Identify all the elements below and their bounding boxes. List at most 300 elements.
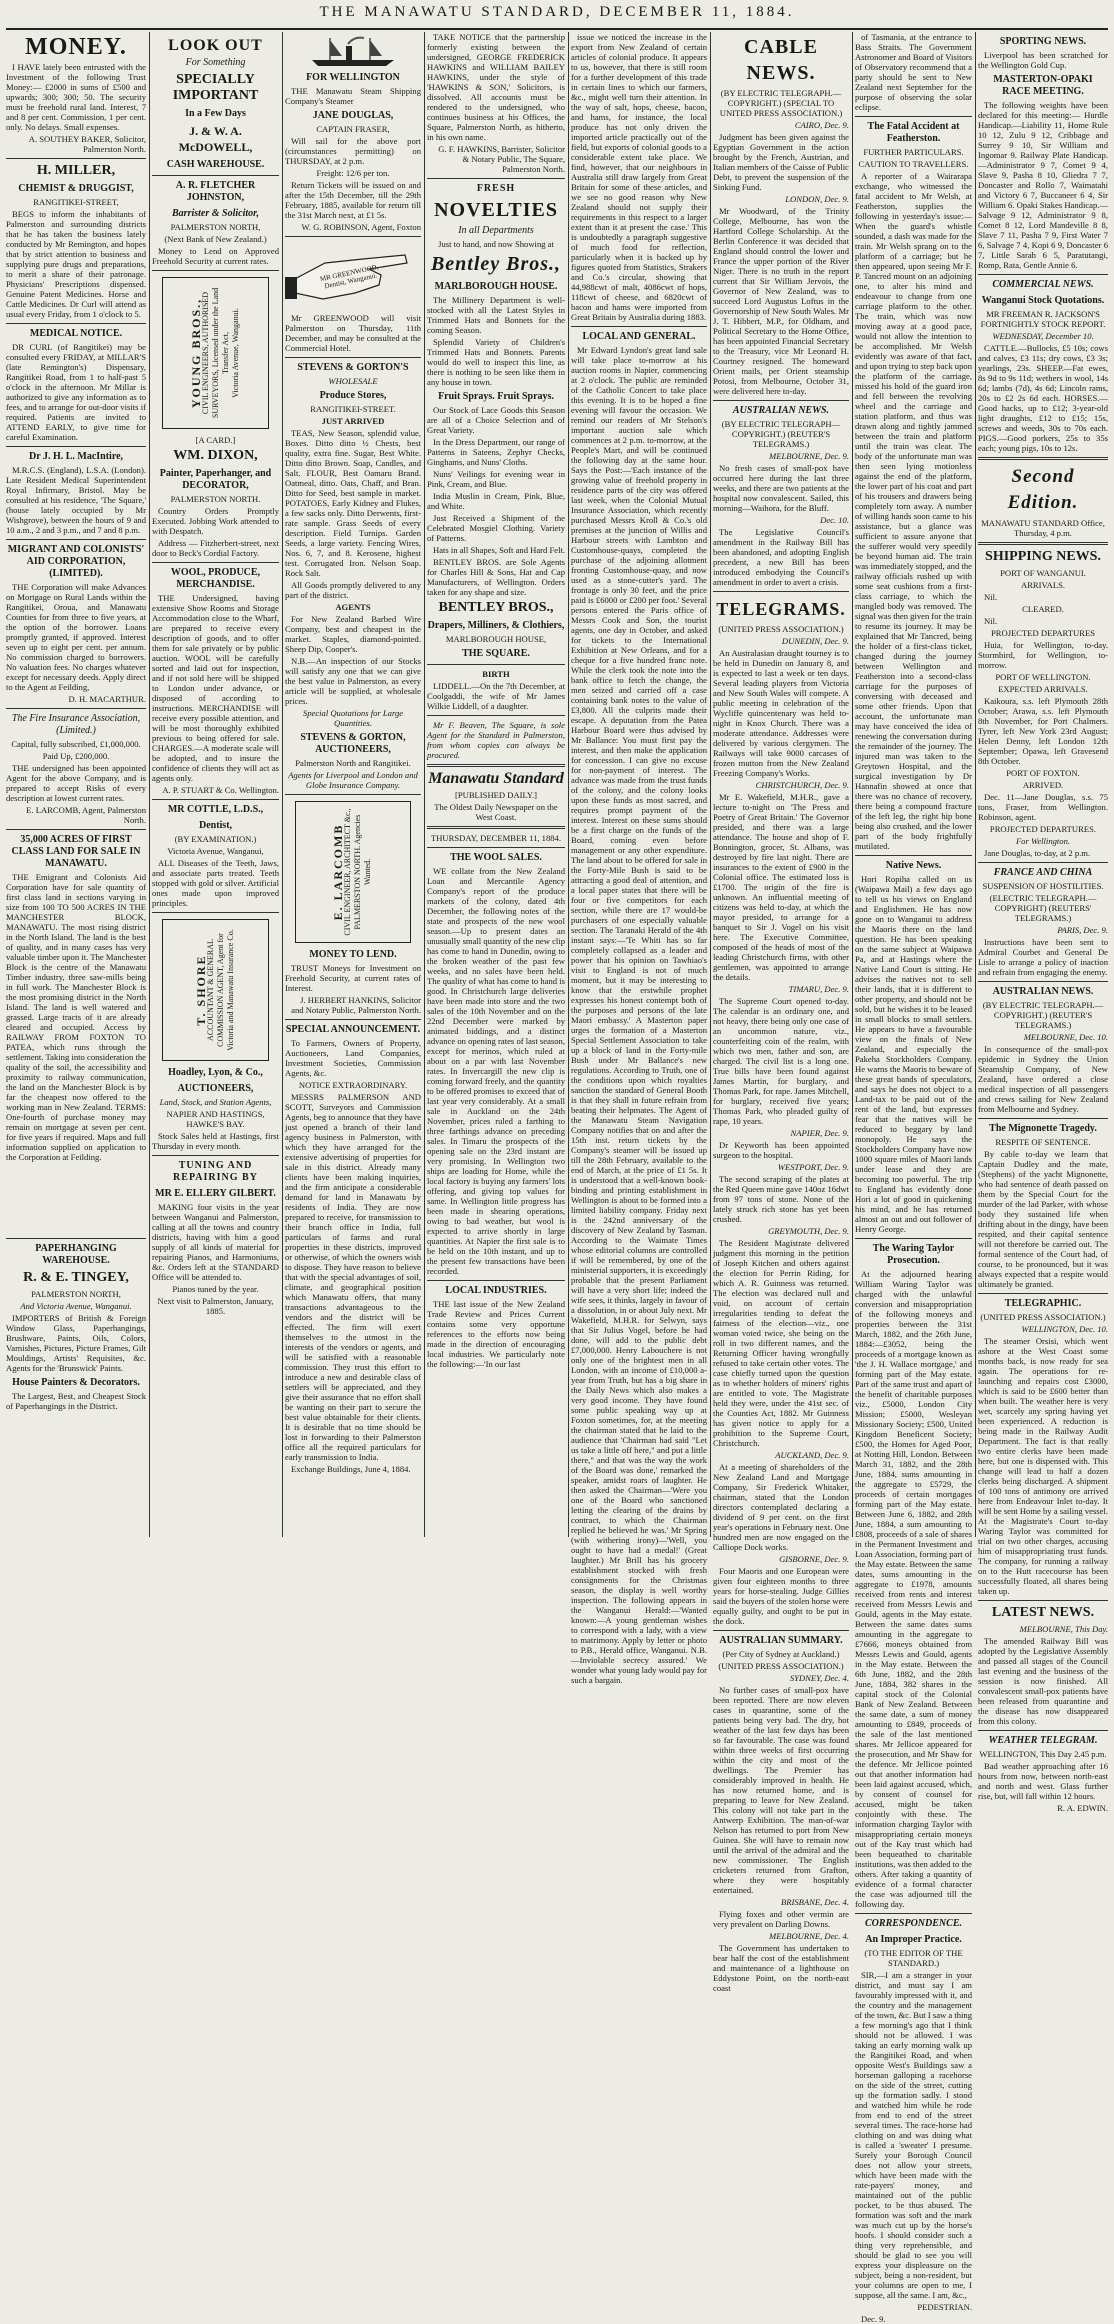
divider: [6, 1238, 146, 1239]
paris-body: Instructions have been sent to Admiral Courbet and General De Lisle to arrange a policy of inaction and refrain from engaging the enemy.: [978, 937, 1108, 977]
second-edition-heading: Second Edition.: [1007, 466, 1079, 513]
commercial-heading: COMMERCIAL NEWS.: [992, 279, 1094, 290]
hoadley-heading: Hoadley, Lyon, & Co.,: [168, 1067, 263, 1078]
wool-heading: WOOL, PRODUCE, MERCHANDISE.: [170, 567, 261, 590]
hoadley-body: Stock Sales held at Hastings, first Thursday in every month.: [152, 1131, 279, 1151]
latest-news-heading: LATEST NEWS.: [991, 1605, 1095, 1620]
robinson-signature: W. G. ROBINSON, Agent, Foxton: [301, 222, 421, 232]
young-place: Victoria Avenue, Wanganui.: [230, 308, 240, 398]
macintire-heading: Dr J. H. L. MacIntire,: [28, 451, 124, 462]
arrivals-nil: Nil.: [984, 592, 998, 602]
for-something: For Something: [185, 57, 246, 68]
cable-news-heading: CABLE NEWS.: [744, 36, 818, 84]
arrived-body: Dec. 11—Jane Douglas, s.s. 75 tons, Fraser, from Wellington. Robinson, agent.: [978, 792, 1108, 822]
few-days: In a Few Days: [185, 108, 246, 119]
miller-place: RANGITIKEI-STREET,: [33, 197, 119, 207]
letter-date: Dec. 9.: [861, 2314, 886, 2324]
timaru-body: The Supreme Court opened to-day. The calendar is an ordinary one, and not heavy, there being only one case of an uncommon nature, viz., counterfeiting coin of the realm, with which two men, father and son, are charged. The civil list is a long one. True bills have been found against James Martin, for burglary, and Thomas Park, for rape. James Mitchell, for burglary, received five years; Thomas Park, who pleaded guilty of rape, 10 years.: [713, 996, 849, 1126]
telegraphic-heading: TELEGRAPHIC.: [1004, 1298, 1082, 1309]
fresh-heading: FRESH: [476, 183, 516, 194]
tingey-foot: The Largest, Best, and Cheapest Stock of Paperhangings in the District.: [6, 1391, 146, 1411]
acres-body: THE Emigrant and Colonists Aid Corporation have for sale quantity of first class land in sections varying in size from 100 TO 500 ACRES IN THE MANCHESTER BLOCK, MANAWATU. The most rising district in the North Island. The land is the best of quality, and in many cases has very valuable timber upon it. The Manchester Block is the centre of the Manawatu Timber industry, three saw-mills being in full work. The Manchester Block is the most promising district in the North Island. The land is well watered and grassed. Large tracts of it are already cleared and occupied. Access by RAILWAY FROM FOXTON TO PATEA, which runs through the settlement. Taking into consideration the quality of the soil, the accessibility and proximity to railway communication, the land on the Manchester Block is by far the cheapest now offered to the working man in New Zealand. TERMS: One-fourth of purchase money may remain on mortgage at seven per cent. for five years if required. Maps and full information supplied on application to the Corporation at Feilding.: [6, 872, 146, 1162]
divider: [6, 708, 146, 709]
waring-body: At the adjourned hearing William Waring Taylor was charged with the unlawful conversion and misappropriation of the following moneys and properties between the 31st March, 1882, and the 26th June, 1884:—£3052, being the proceeds of a mortgage known as 'the J. H. Wallace mortgage,' and forming part of the May estate. Part of the same trust and apart of the benefit of charitable purposes viz., £5000, London City Mission; £5000, Wesleyan Missionary Society; £500, United Kingdom Beneficent Society; £500, the Homes for Aged Poor, at Notting Hill, London. Between March 31, 1882, and the 28th June, 1884, sums amounting in the aggregate to £5729, the proceeds of certain mortgages forming part of the May estate. Between June 6, 1882, and 28th June, 1884, a sum amounting to £808, proceeds of a sale of shares in the Permanent Investment and Loan Association, forming part of the May estate. Between the same dates, sums amounting in the aggregate to £1978, amounts received from rents and interest received from Messrs Lewis and Gould, agents in the May estate. Between the same dates sums amounting in the aggregate to £7666, moneys obtained from Messrs Lewis and Gould, agents in the May estate. Between the 6th June, 1882, and the 28th June, 1884, 382 shares in the capital stock of the Colonial Bank of New Zealand. Between the same date, a sum of money amounting to £849, proceeds of the sale of the last mentioned shares. Mr Jellicoe appeared for the prosecution, and Mr Shaw for the defence. Mr Jellicoe pointed out that another information had been laid against accused, which, by consent of counsel for accused, might be taken conjointly with these. The information charging Taylor with misappropriating certain moneys out of the Kay trust which had been bequeathed to charitable institutions, was then added to the others. After taking a quantity of evidence of a formal character the case was adjourned till the following day.: [855, 1269, 972, 1909]
column-rule: [424, 32, 425, 1537]
hawkins-notice: TAKE NOTICE that the partnership formerly existing between the undersigned, GEORGE FREDERICK HAWKINS and WILLIAM BAILEY HAWKINS, under the style of 'HAWKINS & SON,' Solicitors, is dissolved. All accounts must be rendered to the undersigned, who continues business at his Offices, the Square, Palmerston North, as hitherto, in his own name.: [427, 32, 565, 142]
divider: [427, 715, 565, 716]
divider: [978, 1600, 1108, 1601]
local-general-body: Mr Edward Lyndon's great land sale will take place to-morrow at his auction rooms in Napier, commencing at 2 o'clock. The public are reminded of the Catholic Concert to take place this evening. It is to be hoped a fine evening will favour the occasion. We remind our readers of Mr Stelson's important auction sale which commences at 2 p.m. to-morrow, at the People's Mart, and will be continued the following day at the same hour. Says the Post:—'Each instance of the growing value of freehold property in residence parts of the city was offered last week, when the Colonial Mutual Insurance Association, which recently purchased Messrs Kroll & Co.'s old premises at the junction of Willis and Harbour streets with Lambton and Customhouse-quays, completed the purchase of the adjoining allotment fronting Customhouse-quay, and now used as a stone-cutter's yard. The frontage is only 30 feet, and the price paid is £6000 or £200 per foot.' Several persons entered the Paris office of Messrs Cook and Son, the tourist agents, one day in October, and asked for tickets to the International Exhibition at New Orleans, and for a cheque for a five hundred franc note. While the clerk took the note into the bank office to fetch the change, the men seized and carried off a case containing bank notes to the value of £3,800. All the culprits made their escape. A deputation from the Patea Harbour Board were thus advised by Mr Ballance: You must first pay the interest, and then make the application for concession. I can give no excuse for non-payment of interest. The advance was made from the trust funds of the colony, and the colony looks upon these funds as most sacred, and requires prompt payment of the interest. Interest on these sums should be a first charge on the funds of the Board, coming even before management or any other expenditure. The land about to be offered for sale in the Forty-Mile Bush is said to be attracting a good deal of attention, and a local paper states that there will be four or five competitors for each section, while there are 17 would-be purchasers of one especially valuable section. The Taranaki Herald of the 4th instant says:—'Te Whiti has so far completely collapsed as a leader and power that his opinion on Tawhiao's visit to England is not of much moment, but it may be interesting to know that the erstwhile prophet expresses his honest contempt both of the purposes and persons of the late Maori embassy.' A Masterton paper urges the formation of a Masterton Special Settlement Association to take up a block of land in the Forty-mile Bush under Mr Ballance's new regulations. According to Truth, one of the conditions upon which royalties sanction the standard of General Booth is that they shall in future refrain from beating their helpmates. The Agent of the Manawatu Steam Navigation Company notifies that on and after the 15th inst. return tickets by the Company's steamer will be issued up till the 28th February, available to the end of March, at the price of £1 5s. It is understood that a well-known book-binding and printing establishment in Wellington is about to be formed into a limited liability company. Friday next is the 242nd anniversary of the discovery of New Zealand by Tasman. According to the Waimate Times whose editorial columns are controlled if will be remembered, by one of the ministerial supporters, it is exceedingly probable that the present Parliament will have a very short life; indeed the wife sees, it thinks, largely in favour of a dissolution, in or about July next. Mr Wakefield, M.H.R. for Selwyn, says that Sir Julius Vogel, before he had done, will add to the public debt £7,000,000. Henry Labouchere is not only one of the brightest men in all London, with an income of £10,000 a-year from Truth, but has a big share in the Daily News which also makes a very good income. They have found some public speaking way up at Foxton sometimes, for, at the meeting the chairman stated that he laid to the audience that 'Chairman had said "Let us take a little off here," and put a little there," and that was the way the work of the Board was done,' remarked the speaker, amidst roars of laughter. He then asked the Chairman—'Were you one of the Board who sanctioned letting the clearing of the drains by contract, to which the Chairman replied he believed he was.' Mr Spring (with withering irony)—'Well, you ought to have had a medal!' (Great laughter.) Mr Brill has his grocery establishment stocked with fresh consignments for the Christmas season, the display is well worthy inspection. The following appears in the Wanganui Herald:—'Wanted known:—A young gentleman wishes to correspond with a lady, with a view to matrimony. Apply by letter or photo to P.B., Herald office, Wanganui. N.B.—Inviolable secrecy assured.' We wonder what young lady would pay for such a bargain.: [571, 345, 707, 1685]
extraordinary-address: Exchange Buildings, June 4, 1884.: [291, 1464, 411, 1474]
auckland-body: At a meeting of shareholders of the New Zealand Land and Mortgage Company, Sir Frederick Whitaker, chairman, stated that the London directors contemplated declaring a dividend of 9 per cent. on the first year's operations in February next. One hundred men are now engaged on the Calliope Dock works.: [713, 1462, 849, 1552]
divider: [427, 826, 565, 829]
divider: [978, 1118, 1108, 1119]
latest-melbourne: MELBOURNE, This Day.: [1019, 1624, 1108, 1634]
divider: [152, 175, 279, 176]
larcomb-title: E. LARCOMB: [331, 823, 345, 921]
larcomb-card: [295, 801, 411, 943]
wellington-dateline: WELLINGTON, Dec. 10.: [1021, 1324, 1108, 1334]
summary-sub2: (UNITED PRESS ASSOCIATION.): [718, 1661, 844, 1671]
quotations: Special Quotations for Large Quantities.: [302, 708, 404, 728]
waring-heading: The Waring Taylor Prosecution.: [872, 1243, 955, 1266]
shore-title: T. SHORE: [193, 954, 208, 1026]
steamer-body: THE Manawatu Steam Shipping Company's Steamer: [285, 86, 421, 106]
telegrams-heading: TELEGRAMS.: [716, 599, 846, 619]
westport-dateline: WESTPORT, Dec. 9.: [777, 1162, 849, 1172]
fatal-accident-heading: The Fatal Accident at Featherston.: [867, 121, 960, 144]
hats-body: Hats in all Shapes, Soft and Hard Felt.: [433, 545, 565, 555]
announcement-body: To Farmers, Owners of Property, Auctioneers, Land Companies, Investment Societies, Commission Agents, &c.: [285, 1038, 421, 1078]
divider: [978, 274, 1108, 275]
tingey-body: IMPORTERS of British & Foreign Window Glass, Paperhangings, Brushware, Paints, Oils, Colors, Varnishes, Pictures, Picture Frames, Gilt Mouldings, Artists' Requisites, &c. Agents for the 'Brunswick' Paints.: [6, 1313, 146, 1373]
divider: [427, 1280, 565, 1281]
correspondence-body: SIR,—I am a stranger in your district, and must say I am favourably impressed with it, and the country and the management of the town, &c. But I saw a thing a few morning's ago that I think should not be allowed. I was taking an early morning walk up the Rangitikei Road, and when opposite West's Buildings saw a horseman galloping a racehorse on the side of the street, cutting up the formation sadly. I stood and watched him while he rode from end to end of the street several times. The race-horse had clothing on and was doing what is called a 'sweater' I presume. Surely your Borough Council does not allow your streets, which have been made with the rate-payers' money, and maintained out of the public pocket, to be thus abused. The formation was soft and the mark was much cut up by the horse's hoofs. I should consider such a thing very reprehensible, and should be glad to see you will express your displeasure on the subject, being a non-resident, but your columns are open to me, I suppose, all the same. I am, &c.,: [855, 1970, 972, 2300]
divider: [855, 1238, 972, 1239]
dentist-sign: MR GREENWOOD, Dentist, Wanganui.: [319, 262, 380, 291]
pedestrian-signature: PEDESTRIAN.: [917, 2302, 972, 2312]
medical-heading: MEDICAL NOTICE.: [29, 328, 123, 339]
respite: RESPITE OF SENTENCE.: [995, 1137, 1091, 1147]
departments: In all Departments: [458, 225, 534, 236]
divider: [978, 1730, 1108, 1731]
improper-practice-heading: An Improper Practice.: [865, 1934, 962, 1945]
telegraphic-sub: (UNITED PRESS ASSOCIATION.): [980, 1312, 1106, 1322]
jackson-report: MR FREEMAN R. JACKSON'S FORTNIGHTLY STOCK REPORT.: [980, 309, 1106, 329]
tingey-sub: And Victoria Avenue, Wanganui.: [20, 1301, 132, 1311]
young-title: YOUNG BROS.,: [188, 297, 203, 409]
hawkins-signature: G. F. HAWKINS, Barrister, Solicitor & Notary Public, The Square, Palmerston North.: [438, 144, 565, 174]
column-7: [855, 32, 972, 2324]
hankins-signature: J. HERBERT HANKINS, Solicitor and Notary Public, Palmerston North.: [291, 995, 421, 1015]
latest-body: The amended Railway Bill was adopted by the Legislative Assembly and passed all stages of the Council last evening and the business of the session is now finished. All convalescent small-pox patients have been released from quarantine and the disease has now disappeared from this colony.: [978, 1636, 1108, 1726]
divider: [285, 357, 421, 358]
sydney-body: No further cases of small-pox have been reported. There are now eleven cases in quarantine, some of the patients being very bad. The dry, hot weather of the last few days has been so far favourable. The case was found within three weeks of first occurring within the city and most of the dwellings. The Premier has considerably improved in health. He has now returned home, and is preparing to leave for New Zealand. This colony will not take part in the Antwerp Exhibition. The man-of-war Nelson has returned to port from New Guinea. She will have to remain now until the arrival of the admiral and the new commissioner. The English cricketers returned from Grafton, where they were hospitably entertained.: [713, 1685, 849, 1895]
port-foxton: PORT OF FOXTON.: [1006, 768, 1080, 778]
miller-heading: H. MILLER,: [36, 163, 116, 178]
stevens-signature: STEVENS & GORTON, AUCTIONEERS,: [300, 732, 406, 755]
tingey-prehead: PAPERHANGING WAREHOUSE.: [35, 1243, 117, 1266]
miller-body: BEGS to inform the inhabitants of Palmerston and surrounding districts that he has taken the business lately conducted by Mr Remington, and hopes that by strict attention to business and supplying pure drugs and preparations, to merit a share of their patronage. Physicians' Prescriptions dispensed. Genuine Patent Medicines. Horse and Cattle Medicines. Dr Curl will attend as usual every Friday, from 1 o'clock to 5.: [6, 209, 146, 319]
greenwood-body: Mr GREENWOOD will visit Palmerston on Thursday, 11th December, and may be consulted at the Commercial Hotel.: [285, 313, 421, 353]
projected-body: Huia, for Wellington, to-day. Stormbird, for Wellington, to-morrow.: [978, 640, 1108, 670]
column-6: [713, 32, 849, 1993]
divider: [978, 862, 1108, 863]
agents-body: For New Zealand Barbed Wire Company, best and cheapest in the market. Staples, diamond-pointed. Sheep Dip, Cooper's.: [285, 614, 421, 654]
clothing-body: Just Received a Shipment of the Celebrated Mosgiel Clothing. Variety of Patterns.: [427, 513, 565, 543]
divider: [152, 562, 279, 563]
australian2-heading: AUSTRALIAN NEWS.: [992, 986, 1094, 997]
divider: [152, 270, 279, 271]
divider: [6, 829, 146, 830]
just-arrived: JUST ARRIVED: [321, 416, 385, 426]
column-1: [6, 32, 146, 1537]
divider: [152, 1155, 279, 1156]
divider: [978, 981, 1108, 982]
masthead-title: THE MANAWATU STANDARD, DECEMBER 11, 1884.: [319, 4, 795, 20]
divider: [285, 236, 421, 237]
sporting-body: Liverpool has been scratched for the Wellington Gold Cup.: [978, 50, 1108, 70]
cleared-label: CLEARED.: [1022, 604, 1064, 614]
divider: [571, 326, 707, 327]
johnston-sub: Barrister & Solicitor,: [172, 208, 259, 219]
columns: [6, 32, 1108, 2324]
wool-sales-heading: THE WOOL SALES.: [450, 852, 542, 863]
masthead-rule: [6, 28, 1108, 30]
fatal-body: A reporter of a Wairarapa exchange, who witnessed the fatal accident to Mr Welsh, at Featherston, supplies the following in yesterday's issue:—When the guard's whistle sounded, a dash was made for the train. Mr Welsh sprang on to the platform of a carriage; but he then appeared, upon seeing Mr F. P. Tancred mount on an adjoining one, to alter his mind and endeavour to change from one carriage platform to the other. The train, which was now moving away at a good pace, would not allow the intention to be accomplished. Mr Welsh evidently was aware of that fact, and upon trying to step back upon the platform of the carriage, missed his hold of the guard iron and fell between the revolving wheel and the carriage and station platform, and thus was drawn along and tightly jammed between the train and platform until the train was clear. The body of the unfortunate man was then seen lying motionless against the end of the platform, the lower part of his coat and part of his trousers and drawers being completely torn away. A number of willing hands soon came to his assistance, but a glance was sufficient to assure anyone that the sufferer would very speedily be beyond human aid. The train was immediately stopped, and the railway officials rushed up with some seat cushions from a first-class carriage, to which the mangled body was removed. The signal was then given for the train to resume its journey. It may be explained that Mr Tancred, being the holder of a first-class ticket, changed during the journey between Wellington and Featherston into a second-class carriage for the purposes of conversing with deceased and some other friends. Upon that account, the unfortunate man may have conceived the idea of renewing the conversation during the remainder of the journey. The injured man was taken to the Greytown Hospital, and the surgical investigation by Dr Hannafin showed at once that there was no chance of recovery, there being a compound fracture of the left leg, the right hip bone being also crushed, and the lower part of the body frightfully mutilated.: [855, 171, 972, 851]
stevens-sig-place: Palmerston North and Rangitikei.: [295, 758, 411, 768]
caution: CAUTION TO TRAVELLERS.: [858, 159, 969, 169]
christchurch-dateline: CHRISTCHURCH, Dec. 9.: [755, 780, 849, 790]
muslin-body: India Muslin in Cream, Pink, Blue, and White.: [427, 491, 565, 511]
paper-title: Manawatu Standard: [428, 770, 564, 787]
cash-warehouse: CASH WAREHOUSE.: [166, 159, 265, 170]
divider: [855, 116, 972, 117]
johnston-body: Money to Lend on Approved Freehold Security at current rates.: [152, 246, 279, 266]
summary-heading: AUSTRALIAN SUMMARY.: [719, 1635, 843, 1646]
dunedin-dateline: DUNEDIN, Dec. 9.: [781, 636, 849, 646]
port-wanganui: PORT OF WANGANUI.: [1000, 568, 1086, 578]
westport-body: The second scraping of the plates at the Red Queen mine gave 140oz 16dwt from 97 tons of stone. None of the lately struck rich stone has yet been crushed.: [713, 1174, 849, 1224]
column-5: [571, 32, 707, 1685]
divider: [427, 664, 565, 665]
divider: [427, 764, 565, 767]
opaki-heading: MASTERTON-OPAKI RACE MEETING.: [993, 74, 1093, 97]
cottle-exam: (BY EXAMINATION.): [174, 834, 257, 844]
divider: [713, 1630, 849, 1631]
dixon-address: Address — Fitzherbert-street, next door to Beck's Cordial Factory.: [152, 538, 279, 558]
paris-dateline: PARIS, Dec. 9.: [1057, 925, 1108, 935]
weather-when: WELLINGTON, This Day 2.45 p.m.: [979, 1749, 1107, 1759]
greymouth-body: The Resident Magistrate delivered judgment this morning in the petition of Joseph Kitchen and others against the election for Perrin Riding, for which A. R. Guinness was returned. The election was declared null and void, on account of certain irregularities tending to defeat the fairness of the election—viz., one woman voted twice, she being on the roll in two different names, and the Returning Officer having wrongfully refused to take certain other votes. The case chiefly turned upon the question as to whether holders of miners' rights are entitled to vote. The Magistrate held they were, under the 41st sec. of the Counties Act, 1882. Mr Guinness has given notice to apply for a prohibition to the Supreme Court, Christchurch.: [713, 1238, 849, 1448]
jane-douglas: Jane Douglas, to-day, at 2 p.m.: [984, 848, 1091, 858]
column-4: [427, 32, 565, 1537]
cairo-body: Judgment has been given against the Egyptian Government in the action brought by the French, Austrian, and Italian members of the Caisse of Public Debt, to prevent the suspension of the Sinking Fund.: [713, 132, 849, 192]
pointing-hand-graphic: [285, 241, 421, 311]
expected-body: Kaikoura, s.s. left Plymouth 28th October; Arawa, s.s. left Plymouth 8th November, for Port Chalmers. Tyrer, left New York 23rd August; Helen Denny, left London 12th September; Opawa, left Gravesend 8th October.: [978, 696, 1108, 766]
brisbane-dateline: BRISBANE, Dec. 4.: [780, 1897, 849, 1907]
young-sub: CIVIL ENGINEERS, AUTHORISED SURVEYORS, Licensed under the Land Transfer Act,: [200, 287, 230, 419]
wool-sales-body: WE collate from the New Zealand Loan and Mercantile Agency Company's report of the produce markets of the colony, dated 4th December, the following notes of the state and prospects of the new wool season.—Up to present dates an unusually small quantity of the new clip has come to hand in Dunedin, owing to the broken weather of the past few weeks, and no sales have been held. The quality of what has come to hand is good. In Christchurch large deliveries have been made into store and the two sales of the 10th November and on the 22nd December were marked by animated biddings, and a distinct advance on opening rates of last season, except for merinos, which ruled at about on a par with last November rates. In Invercargill the new clip is coming forward freely, and the quantity to be offered promises to exceed that of last year very considerably. At a small sale in Auckland on the 24th November, prices ruled a farthing to three farthings advance on preceding sales. In Timaru the prospects of the opening sale on the 23rd instant are very promising. In Wellington two ships are loading for Home, while the local factory is buying any farmers' lots offering, and giving top values for same. In Wellington little progress has been made in shearing operations, owing to bad weather, but wool is expected to arrive shortly in large quantities. At Napier the first sale is to be held on the 10th instant, and up to the present few transactions have been recorded.: [427, 866, 565, 1276]
shore-sub: ACCOUNTANT & GENERAL COMMISSION AGENT, Agent for Victoria and Manawatu Insurance Co.: [205, 929, 235, 1051]
sporting-heading: SPORTING NEWS.: [999, 36, 1087, 47]
column-3: [285, 32, 421, 1537]
office-line: MANAWATU STANDARD Office, Thursday, 4 p.m.: [981, 518, 1105, 538]
france-china-heading: FRANCE AND CHINA: [993, 867, 1093, 878]
fire-heading: The Fire Insurance Association, (Limited.): [11, 713, 141, 736]
extraordinary-heading: NOTICE EXTRAORDINARY.: [298, 1080, 408, 1090]
column-rule: [149, 32, 150, 1537]
received-line: Just to hand, and now Showing at: [438, 239, 554, 249]
bentley-heading: Bentley Bros.,: [430, 253, 562, 275]
larcomb-sub: CIVIL ENGINEER, ARCHITECT &c., PALMERSTON NORTH. Agencies Wanted.: [343, 808, 372, 936]
millinery-body: The Millinery Department is well-stocked with all the Latest Styles in Trimmed Hats and Bonnets for the coming Season.: [427, 295, 565, 335]
dixon-heading: WM. DIXON,: [173, 448, 258, 463]
melbourne3-body: In consequence of the small-pox epidemic in Sydney the Union Steamship Company, of New Zealand, have ordered a close medical inspection of all passengers and crews sailing for New Zealand from Melbourne and Sydney.: [978, 1044, 1108, 1114]
port-wellington: PORT OF WELLINGTON.: [995, 672, 1091, 682]
fire-paid: Paid Up, £200,000.: [42, 751, 110, 761]
bentley-agents: BENTLEY BROS. are Sole Agents for Charles Hill & Sons, Hat and Cap Manufacturers, of Wellington. Orders taken for any shape and size.: [427, 557, 565, 597]
correspondence-heading: CORRESPONDENCE.: [865, 1918, 962, 1929]
cairo-dateline: CAIRO, Dec. 9.: [794, 120, 849, 130]
bentley2-heading: BENTLEY BROS.,: [438, 600, 554, 615]
fire-body: THE undersigned has been appointed Agent for the above Company, and is prepared to accept Risks of every description at lowest current rates.: [6, 763, 146, 803]
fatal-sub: FURTHER PARTICULARS.: [863, 147, 964, 157]
johnston-address: (Next Bank of New Zealand.): [164, 234, 267, 244]
acres-heading: 35,000 ACRES OF FIRST CLASS LAND FOR SALE IN MANAWATU.: [11, 834, 141, 869]
divider: [285, 1019, 421, 1020]
divider: [6, 446, 146, 447]
divider: [713, 591, 849, 592]
dixon-sub: Painter, Paperhanger, and DECORATOR,: [159, 468, 272, 491]
wool-body: THE Undersigned, having extensive Show Rooms and Storage Accommodation close to the Wharf, are prepared to receive every description of goods, and to offer them for sale privately or by public auction. WOOL will be carefully sorted and laid out for inspection, and if not sold here will be shipped to London under advance, or disposed of according to instructions. MERCHANDISE will receive every possible attention, and will be most thoroughly exhibited previous to being offered for sale. CHARGES.—A moderate scale will be adopted, and to insure the confidence of clients they will act as agents only.: [152, 593, 279, 783]
divider: [713, 400, 849, 401]
the-square: THE SQUARE.: [462, 648, 530, 659]
medical-body: DR CURL (of Rangitikei) may be consulted every FRIDAY, at MILLAR'S (late Remington's) Dispensary, Rangitikei Road, from 1 to half-past 5 o'clock in the afternoon. Mr Millar is authorized to give any information as to fees, and to arrange for out-door visits if required. Patients are invited to ATTEND EARLY, to give time for careful Examination.: [6, 342, 146, 442]
native-news-heading: Native News.: [885, 860, 942, 871]
column-rule: [568, 32, 569, 1537]
divider: [855, 855, 972, 856]
steamer-return: Return Tickets will be issued on and after the 15th December, till the 29th February, 1885, available for return till the 31st March next, at £1 5s.: [285, 180, 421, 220]
australian-news-heading: AUSTRALIAN NEWS.: [732, 405, 830, 416]
children-body: Splendid Variety of Children's Trimmed Hats and Bonnets. Parents would do well to inspect this line, as there is nothing to be seen like them in any house in town.: [427, 337, 565, 387]
cottle-sub: Dentist,: [198, 820, 233, 831]
hoadley-sub: AUCTIONEERS,: [177, 1083, 254, 1094]
summary-sub: (Per City of Sydney at Auckland.): [722, 1649, 840, 1659]
divider: [152, 799, 279, 800]
brisbane-body: Flying foxes and other vermin are very prevalent on Darling Downs.: [713, 1909, 849, 1929]
telegrams-sub: (UNITED PRESS ASSOCIATION.): [718, 624, 844, 634]
dec10-dateline: Dec. 10.: [820, 515, 849, 525]
migrant-heading: MIGRANT AND COLONISTS' AID CORPORATION, (LIMITED).: [7, 544, 145, 579]
column-rule: [282, 32, 283, 1537]
dec10-body: The Legislative Council's amendment in the Railway Bill has been abandoned, and adopting English precedent, a new Bill has been introduced embodying the Council's amendment in order to avert a crisis.: [713, 527, 849, 587]
agents-heading: AGENTS: [335, 602, 371, 612]
mignonette-heading: The Mignonette Tragedy.: [989, 1123, 1097, 1134]
stevens-body: TEAS, New Season, splendid value, Boxes. Ditto ditto ½ Chests, best quality, extra fine. Sugar, Best White. Ditto ditto Brown. Soap, Candles, and Salt. FLOUR, Best Oamaru Brand. Oatmeal, ditto. Oats, Chaff, and Bran. Ditto for Seed, best sample in market. POTATOES, Early Kidney and Flukes, a few sacks only. Ditto Derwents, first-rate sample. Grass Seeds of every description. Field Turnips. Garden Seeds, a large variety. Fencing Wires, Nos. 6, 7, and 8. Kerosene, highest test. Corrugated Iron. Nelson Soap. Rock Salt.: [285, 428, 421, 578]
oldest-newspaper: The Oldest Daily Newspaper on the West Coast.: [434, 802, 558, 822]
expected-label: EXPECTED ARRIVALS.: [998, 684, 1088, 694]
review-continued: issue we noticed the increase in the export from New Zealand of certain articles of colonial produce. It appears to us, however, that there is still room for a further development of this trade in certain lines to which our farmers, &c., might well turn their attention. In the way of salt, hops, cheese, bacon, and hams, for instance, the local produce has not only driven the imported article practically out of the field, but exports of colonial goods to a considerable extent take place. We find, however, that our neighbours in Australia still draw largely from Great Britain for some of these articles, and we see no good reason why New Zealand should not supply their requirements in this respect to a larger extent than it at present the case.' This is undoubtedly a paragraph suggestive of much food for reflection, particularly when it is backed up by figures quoted from Statistics, Strakers and Co.'s circular, showing that 44,988cwt of malt, 4086cwt of hops, 118cwt of cheese, and 6820cwt of bacon and hams were imported from Great Britain by Australia during 1883.: [571, 32, 707, 322]
wednesday-date: WEDNESDAY, December 10.: [992, 331, 1094, 341]
bentley2-sub: Drapers, Milliners, & Clothiers,: [427, 620, 565, 631]
melbourne-body: No fresh cases of small-pox have occurred here during the last three weeks, and there are two patients at the hospital now convalescent. Sailed, this morning—Waihora, for the Bluff.: [713, 463, 849, 513]
projected2-label: PROJECTED DEPARTURES.: [989, 824, 1097, 834]
local-industries-heading: LOCAL INDUSTRIES.: [445, 1285, 547, 1296]
napier-dateline: NAPIER, Dec. 9.: [790, 1128, 849, 1138]
melbourne3-dateline: MELBOURNE, Dec. 10.: [1023, 1032, 1108, 1042]
australian-sub: (BY ELECTRIC TELEGRAPH—COPYRIGHT.) (REUTER'S TELEGRAMS.): [721, 419, 841, 449]
to-editor: (TO THE EDITOR OF THE STANDARD.): [864, 1948, 963, 1968]
fire-signature: E. LARCOMB, Agent, Palmerston North.: [26, 805, 146, 825]
dress-body: In the Dress Department, our range of Patterns in Sateens, Zephyr Checks, Ginghams, and Nuns' Cloths.: [427, 437, 565, 467]
melbourne2-body: The Government has undertaken to bear half the cost of the establishment and maintenance of a lighthouse on Eddystone Point, on the north-east coast: [713, 1943, 849, 1993]
steamer-name: JANE DOUGLAS,: [312, 110, 394, 121]
tuning-heading: TUNING AND REPAIRING BY: [173, 1160, 258, 1183]
christchurch-body: Mr E. Wakefield, M.H.R., gave a lecture to-night on 'The Press and Poetry of Great Britain.' The Governor presided, and there was a large attendance. The house and shop of F. Bonnington, grocer, St. Albans, was destroyed by fire last night. There are insurances to the extent of £900 in the Colonial office. The estimated loss is £1700. The origin of the fire is unknown. An influential meeting of citizens was held to-day, at which the mayor presided, to arrange for a banquet to Sir J. Vogel on his visit here. The Executive Committee, composed of the heads of most of the leading Christchurch firms, with other gentlemen, was appointed to arrange the details.: [713, 792, 849, 982]
stevens-stores: Produce Stores,: [319, 390, 387, 401]
london-dateline: LONDON, Dec. 9.: [785, 194, 849, 204]
lookout-heading: LOOK OUT: [168, 37, 263, 54]
shore-card: [162, 919, 269, 1061]
next-visit: Next visit to Palmerston, January, 1885.: [157, 1296, 274, 1316]
divider: [427, 178, 565, 179]
cottle-body: ALL Diseases of the Teeth, Jaws, and associate parts treated. Teeth stopped with gold or silver. Artificial ones made upon improved principles.: [152, 858, 279, 908]
sydney-dateline: SYDNEY, Dec. 4.: [789, 1673, 849, 1683]
stock-quotations-heading: Wanganui Stock Quotations.: [981, 295, 1105, 306]
tingey-heading: R. & E. TINGEY,: [23, 1270, 129, 1285]
weather-body: Bad weather approaching after 16 hours from now, between north-east and north and west. Glass further rise, but, will fall within 12 hours.: [978, 1761, 1108, 1801]
dixon-body: Country Orders Promptly Executed. Jobbing Work attended to with Despatch.: [152, 506, 279, 536]
column-rule: [710, 32, 711, 1537]
opaki-body: The following weights have been declared for this meeting:— Hurdle Handicap.—Liability 11, Home Rule 10 12, Zulu 9 12, Cribbage and Surrey 9 10, Sir William and Ingomar 9. Railway Plate Handicap.—Administrator 9 7, Comet 9 4, Slave 9, Pasha 8 10, Gliedra 7 7, Doncaster and Rollo 7, Waimatahi and Victory 6 7, Buccaneer 6 4, Sir William 6. Opaki Stakes Handicap.—Salvage 9 12, Administrator 9 8, Comet 8 12, Lord Mandeville 8 8, Slave 7 11, Pasha 7 9, First Water 7 6, Salvage 7 4, Kopi 6 9, Doncaster 6 7, Little Sarah 6 5, Paratutangi, Romp, Rata, Gentle Annie 6.: [978, 100, 1108, 270]
divider: [427, 847, 565, 848]
gisborne-body: Four Maoris and one European were given four eighteen months to three years for horse-stealing. Judge Gillies said the buyers of the stolen horse were equally guilty, and ought to be put in the dock.: [713, 1566, 849, 1626]
beaven-notice: Mr F. Beaven, The Square, is sole Agent for the Standard in Palmerston, from whom copies can always be procured.: [427, 720, 565, 760]
local-general-heading: LOCAL AND GENERAL.: [582, 331, 696, 342]
france-sub: (ELECTRIC TELEGRAPH.—COPYRIGHT) (REUTERS' TELEGRAMS.): [989, 893, 1097, 923]
timaru-dateline: TIMARU, Dec. 9.: [788, 984, 849, 994]
divider: [978, 1293, 1108, 1294]
steamer-sail: Will sail for the above port (circumstances permitting) on THURSDAY, at 2 p.m.: [285, 136, 421, 166]
steamship-icon: [308, 34, 398, 68]
melbourne2-dateline: MELBOURNE, Dec. 4.: [769, 1931, 849, 1941]
dunedin-body: An Australasian draught tourney is to be held in Dunedin on January 8, and is expected to last a week or ten days. Several leading players from Victoria and New South Wales will compete. A public meeting in celebration of the Wycliffe quincentenary was held to-night in Knox Church. There was a moderate attendance. Addresses were delivered by various clergymen. The Railways will take 9000 carcases of frozen mutton from the New Zealand Freezing Company's Works.: [713, 648, 849, 778]
miller-subheading: CHEMIST & DRUGGIST,: [18, 183, 134, 194]
cable-sub: (BY ELECTRIC TELEGRAPH.—COPYRIGHT.) (SPECIAL TO UNITED PRESS ASSOCIATION.): [719, 88, 843, 118]
column-rule: [852, 32, 853, 1537]
money-body: I HAVE lately been entrusted with the Investment of the following Trust Money:— £2000 in sums of £500 and upwards; 300; 300; 50. The security must be freehold rural land. Interest, 7 and 8 per cent. Commission, 1 per cent. only. No delays. Small expenses.: [6, 62, 146, 132]
birth-heading: BIRTH: [482, 669, 510, 679]
dixon-place: PALMERSTON NORTH.: [170, 494, 261, 504]
captain: CAPTAIN FRASER,: [316, 124, 390, 134]
card-label: [A CARD.]: [195, 435, 236, 445]
birth-body: LIDDELL.—On the 7th December, at Coolgaddi, the wife of Mr James Wilkie Liddell, of a daughter.: [427, 681, 565, 711]
divider: [978, 542, 1108, 545]
divider: [6, 158, 146, 159]
tasmania-continued: of Tasmania, at the entrance to Bass Straits. The Government Astronomer and Board of Visitors of Observatory recommend that a party should be sent to New Zealand next September for the purpose of observing the solar eclipse.: [855, 32, 972, 112]
published-daily: [PUBLISHED DAILY.]: [454, 790, 538, 800]
weather-signature: R. A. EDWIN.: [1057, 1803, 1108, 1813]
johnston-heading: A. R. FLETCHER JOHNSTON,: [175, 180, 256, 203]
column-2: [152, 32, 279, 1537]
weather-heading: WEATHER TELEGRAM.: [988, 1735, 1098, 1746]
laces-body: Our Stock of Lace Goods this Season are all of a Choice Selection and of Great Variety.: [427, 405, 565, 435]
cottle-place: Victoria Avenue, Wanganui,: [167, 846, 264, 856]
for-wellington: For Wellington.: [1015, 836, 1071, 846]
projected-label: PROJECTED DEPARTURES: [991, 628, 1095, 638]
local-industries-body: THE last issue of the New Zealand Trade Review and Prices Current contains some very opportune references to the efforts now being made in the direction of encouraging local industries. We particularly note the following:—'In our last: [427, 1299, 565, 1369]
divider: [285, 794, 421, 795]
money-signature: A. SOUTHEY BAKER, Solicitor, Palmerston North.: [28, 134, 146, 154]
fire-capital: Capital, fully subscribed, £1,000,000.: [11, 739, 141, 749]
stevens-wholesale: WHOLESALE: [328, 376, 378, 386]
extraordinary-body: MESSRS PALMERSON AND SCOTT, Surveyors and Commission Agents, beg to announce that they have just opened a branch of their land agency business in Palmerston, with which they have arranged for the extensive advertising of properties for sale in this district. Already many clients have been making inquiries, and the firm anticipate a considerable demand for land in Manawatu by residents of India. They are now prepared to receive, for transmission to their branch office in India, full particulars of farms and rural properties in these districts, improved or otherwise, of which the owners wish to dispose. They have reason to believe that with the special advantages of soil, climate, and geographical position which Manawatu offers, that many transactions advantageous to the vendors and the district will be effected. The firm will exert themselves to the utmost in the interests of the vendors or agents, and will be satisfied with a reasonable commission. They trust this effort to introduce a new and desirable class of settlers will be appreciated, and they give their assurance that no effort shall be wanting on their part to secure the best value obtainable for their clients. It is desirable that no time should be lost in forwarding to their Palmerston office all the required particulars for early transmission to India.: [285, 1092, 421, 1462]
migrant-body: THE Corporation will make Advances on Mortgage on Rural Lands within the Rangitikei, Oroua, and Manawatu Counties for from three to five years, at the option of the borrower. Loans promptly granted, if approved. Interest seven up to eight per cent. per annum. No commission charged to borrowers. No valuation fees. No charges whatever except for necessary deeds. Apply direct to the Agent at Feilding,: [6, 582, 146, 692]
london-body: Mr Woodward, of the Trinity College, Melbourne, has won the Hartford College Scholarship. At the Berlin Conference it was decided that England should control the lower and France the upper portion of the River Niger. There is no truth in the report current that Sir William Jervois, the Governor of New Zealand, was to succeed Lord Augustus Loftus in the Governorship of New South Wales. Mr J. T. Hibbert, M.P., for Oldham, and Political Secretary to the Home Office, has been appointed Financial Secretary to the Treasury, vice Mr Leonard H. Courtney resigned. The homeward Orient mails, per Orient steamship Potosi, from Melbourne, October 31, were delivered here to-day.: [713, 206, 849, 396]
hankins-body: TRUST Moneys for Investment on Freehold Security, at current rates of Interest.: [285, 963, 421, 993]
shipping-heading: SHIPPING NEWS.: [985, 549, 1101, 564]
hoadley-desc: Land, Stock, and Station Agents,: [159, 1097, 272, 1107]
stevens-heading: STEVENS & GORTON'S: [297, 362, 409, 373]
napier-body: Dr Keyworth has been appointed surgeon to the hospital.: [713, 1140, 849, 1160]
mcdowell: J. & W. A. McDOWELL,: [178, 124, 253, 154]
marlborough-heading: MARLBOROUGH HOUSE.: [434, 281, 558, 292]
telegraphic-body: The steamer Orsisi, which went ashore at the West Coast some months back, is now ready for sea again. The operations for re-launching and repairs cost £3000, which is said to be £600 better than when built. The weather here is very wet, scarcely any spring having yet been experienced. A reduction is being made in the Railway Audit Department. The fact is that really two entire clerks have been made here, but one is dispensed with. This change will lead to half a dozen clerks being discharged. A shipment of 100 tons of antimony ore arrived here from Endeavour Inlet to-day. It will be sent Home by a sailing vessel. At the Magistrate's Court to-day Waring Taylor was committed for trial on two other charges, accusing him of misappropriating trust funds. The company, for running a railway on to the Hutt racecourse has been successfully floated, all shares being taken up.: [978, 1336, 1108, 1596]
fruit-sprays: Fruit Sprays. Fruit Sprays.: [438, 391, 554, 402]
column-8: [978, 32, 1108, 1813]
divider: [6, 323, 146, 324]
macintire-body: M.R.C.S. (England), L.S.A. (London). Late Resident Medical Superintendent Royal Infirmary, Bristol. May be consulted at his residence, 'The Square,' (house lately occupied by Mr Wishgrove), between the hours of 9 and 10 a.m., 2 and 3 p.m., and 7 and 8 p.m.: [6, 465, 146, 535]
australian2-sub: (BY ELECTRIC TELEGRAPH.—COPYRIGHT.) (REUTER'S TELEGRAMS.): [982, 1000, 1104, 1030]
tingey-place: PALMERSTON NORTH,: [31, 1289, 121, 1299]
arrived-label: ARRIVED.: [1022, 780, 1064, 790]
gisborne-dateline: GISBORNE, Dec. 9.: [779, 1554, 849, 1564]
young-bros-card: [162, 277, 269, 429]
divider: [6, 539, 146, 540]
migrant-signature: D. H. MACARTHUR.: [68, 694, 146, 704]
auckland-dateline: AUCKLAND, Dec. 9.: [775, 1450, 849, 1460]
tingey-house: House Painters & Decorators.: [12, 1377, 140, 1388]
column-rule: [975, 32, 976, 1537]
dateline: THURSDAY, DECEMBER 11, 1884.: [430, 833, 562, 843]
native-body: Hori Ropiha called on us (Waipawa Mail) a few days ago to tell us his views on England and Englishmen. He has now gone on to Wanganui to address the Maoris there on the land question. He has been speaking on the same subject at Waipawa Pa, and at Hastings where the Native Land Court is sitting. He advises the natives not to sell their lands, that it is different to other property, and should not be sold, but he wishes it to be leased in small blocks to small settlers. He appears to have a favourable view on the finals of New Zealand, and especially the Pakeha Stockholders Company. He warns the Maoris to beware of these great bands of speculators, and says he does not object to a Land-tax to be paid out of the rent of the land, but expresses fear that the natives will be reduced to beggary by land monopoly. He says the Stockholders Company have now 1000 square miles of Maori lands under lease and they are becoming too powerful. The trip to England has evidently done Hori a lot of good in quickening his mind, and he has returned almost an out and out follower of Henry George.: [855, 874, 972, 1234]
greymouth-dateline: GREYMOUTH, Dec. 9.: [768, 1226, 849, 1236]
special-important: SPECIALLY IMPORTANT: [172, 72, 259, 103]
melbourne-dateline: MELBOURNE, Dec. 9.: [769, 451, 849, 461]
gilbert-body: MAKING four visits in the year between Wanganui and Palmerston, calling at all the towns and country districts, having with him a good supply of all kinds of material for repairing Pianos, and Harmoniums, &c. Orders left at the STANDARD Office will be attended to.: [152, 1202, 279, 1282]
wool-signature: A. P. STUART & Co. Wellington.: [162, 785, 279, 795]
freight: Freight: 12/6 per ton.: [316, 168, 390, 178]
bentley2-place: MARLBOROUGH HOUSE,: [445, 634, 547, 644]
stevens-nb: N.B.—An inspection of our Stocks will satisfy any one that we can give the best value in Palmerston, as every article will be supplied, at wholesale prices.: [285, 656, 421, 706]
money-lend-heading: MONEY TO LEND.: [309, 949, 397, 960]
stock-body: CATTLE.—Bullocks, £5 10s; cows and calves, £3 11s; dry cows, £3 3s; yearlings, 23s. SHEEP.—Fat ewes, 8s 9d to 9s 11d; wethers in wool, 14s 6d; lambs (7d), 4s 6d; Lincoln rams, 20s to £2 2s 6d each. HORSES.—Good hacks, up to £12; 3-year-old light draughts, £12 to £15; 15s, screws and weeds, 30s to 70s each. PIGS.—Good porkers, 25s to 35s each; young pigs, 10s to 12s.: [978, 343, 1108, 453]
mignonette-body: By cable to-day we learn that Captain Dudley and the mate, (Stephens) of the yacht Mignonette, who had sentence of death passed on them by the Special Court for the murder of the lad Parker, with whose body they sustained life when drifting about in the dingy, have been respited, and their capital sentence will not therefore be carried out. The formal sentence of the Court had, of course, to be pronounced, but it was always expected that a respite would ultimately be granted.: [978, 1149, 1108, 1289]
veilings-body: Nuns' Veilings for evening wear in Pink, Cream, and Blue.: [427, 469, 565, 489]
cleared-nil: Nil.: [984, 616, 998, 626]
novelties-heading: NOVELTIES: [434, 199, 558, 221]
cottle-heading: MR COTTLE, L.D.S.,: [167, 804, 264, 815]
suspension: SUSPENSION OF HOSTILITIES.: [982, 881, 1104, 891]
stevens-agents: Agents for Liverpool and London and Globe Insurance Company.: [288, 770, 418, 790]
wellington-heading: FOR WELLINGTON: [306, 72, 400, 83]
gilbert-heading: MR E. ELLERY GILBERT.: [155, 1188, 276, 1199]
divider: [152, 912, 279, 913]
money-heading: MONEY.: [25, 34, 127, 60]
stevens-place: RANGITIKEI-STREET.: [310, 404, 396, 414]
stevens-goods: All Goods promptly delivered to any part of the district.: [285, 580, 421, 600]
